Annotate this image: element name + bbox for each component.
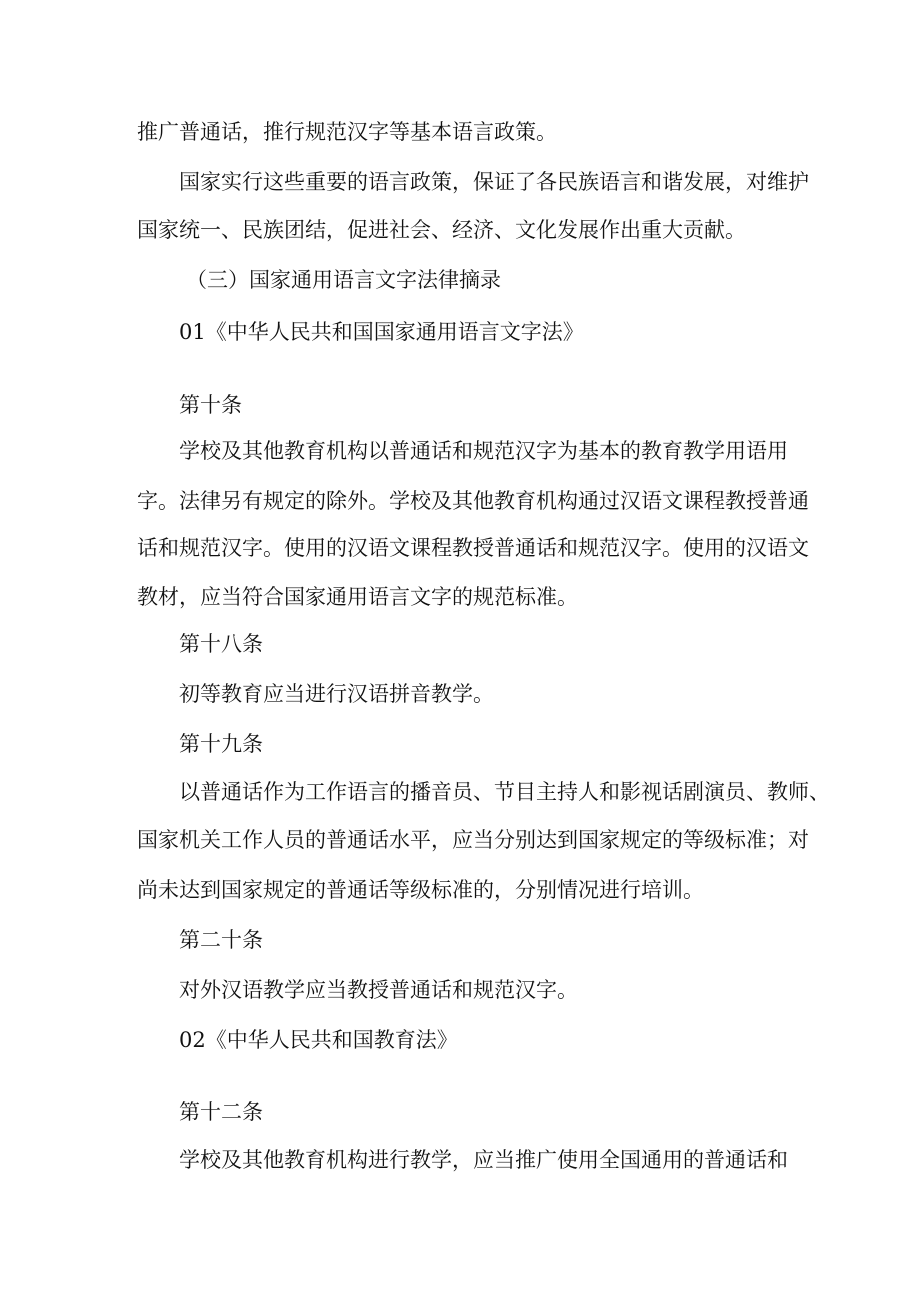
article-10-line-3: 话和规范汉字。使用的汉语文课程教授普通话和规范汉字。使用的汉语文 bbox=[137, 536, 809, 560]
intro-line-3: 国家统一、民族团结，促进社会、经济、文化发展作出重大贡献。 bbox=[137, 218, 746, 242]
intro-line-1: 推广普通话，推行规范汉字等基本语言政策。 bbox=[137, 120, 557, 144]
article-19-heading: 第十九条 bbox=[179, 732, 263, 756]
article-19-line-1: 以普通话作为工作语言的播音员、节目主持人和影视话剧演员、教师、 bbox=[179, 780, 830, 804]
article-10-line-2: 字。法律另有规定的除外。学校及其他教育机构通过汉语文课程教授普通 bbox=[137, 489, 809, 513]
section-heading: （三）国家通用语言文字法律摘录 bbox=[186, 268, 501, 292]
article-18-heading: 第十八条 bbox=[179, 632, 263, 656]
article-12-heading: 第十二条 bbox=[179, 1100, 263, 1124]
law-1-title: 01《中华人民共和国国家通用语言文字法》 bbox=[179, 320, 584, 344]
article-12-line-1: 学校及其他教育机构进行教学，应当推广使用全国通用的普通话和 bbox=[179, 1148, 788, 1172]
article-10-line-4: 教材，应当符合国家通用语言文字的规范标准。 bbox=[137, 585, 578, 609]
article-20-line-1: 对外汉语教学应当教授普通话和规范汉字。 bbox=[179, 978, 578, 1002]
intro-line-2: 国家实行这些重要的语言政策，保证了各民族语言和谐发展，对维护 bbox=[179, 170, 809, 194]
article-10-line-1: 学校及其他教育机构以普通话和规范汉字为基本的教育教学用语用 bbox=[179, 439, 788, 463]
law-2-title: 02《中华人民共和国教育法》 bbox=[179, 1028, 458, 1052]
article-10-heading: 第十条 bbox=[179, 393, 242, 417]
article-19-line-2: 国家机关工作人员的普通话水平，应当分别达到国家规定的等级标准；对 bbox=[137, 828, 809, 852]
article-20-heading: 第二十条 bbox=[179, 928, 263, 952]
article-19-line-3: 尚未达到国家规定的普通话等级标准的，分别情况进行培训。 bbox=[137, 878, 704, 902]
article-18-line-1: 初等教育应当进行汉语拼音教学。 bbox=[179, 682, 494, 706]
